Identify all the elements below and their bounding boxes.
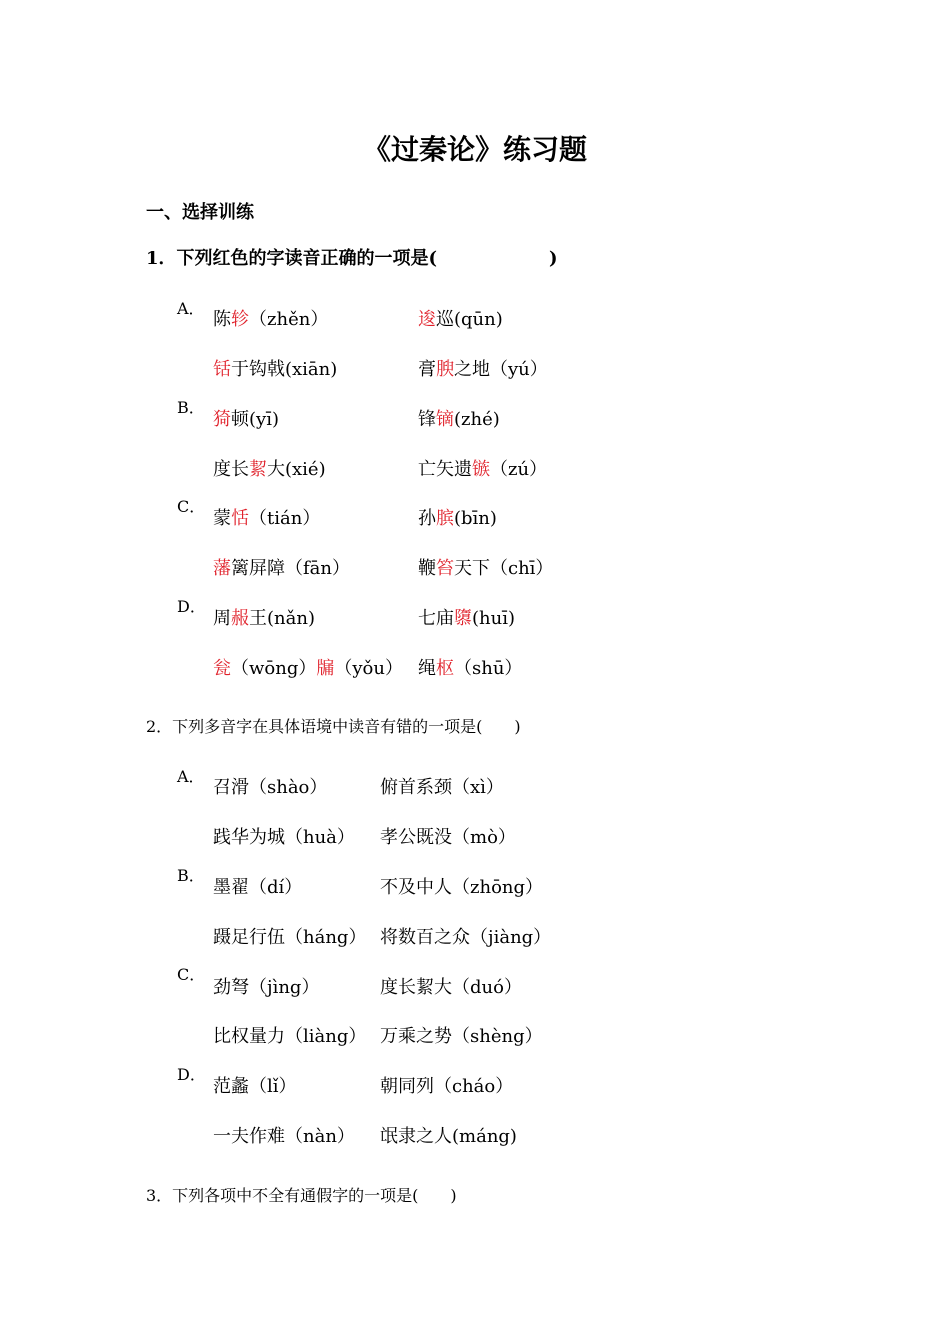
q1-item: 逡巡(qūn) [418,309,503,330]
q2-option-a-letter: A． [177,767,205,786]
q2-item: 墨翟（dí） [213,877,303,898]
q2-item: 践华为城（huà） [213,827,355,848]
q1-option-b-letter: B． [177,398,205,417]
page-title: 《过秦论》练习题 [362,133,587,166]
q2-item: 万乘之势（shèng） [380,1026,543,1047]
question-2-stem: 2．下列多音字在具体语境中读音有错的一项是( ) [146,717,521,736]
q2-item: 将数百之众（jiàng） [380,927,552,948]
q1-item: 蒙恬（tián） [213,508,321,529]
q2-item: 朝同列（cháo） [380,1076,514,1097]
q1-option-a-letter: A． [177,299,205,318]
question-3-stem: 3．下列各项中不全有通假字的一项是( ) [146,1186,457,1205]
q1-item: 猗顿(yī) [213,409,279,430]
q2-item: 度长絜大（duó） [380,977,522,998]
q2-option-d-letter: D． [177,1065,206,1084]
q1-item: 周赧王(nǎn) [213,608,315,629]
q1-item: 七庙隳(huī) [418,608,515,629]
q2-item: 范蠡（lǐ） [213,1076,297,1097]
q2-item: 召滑（shào） [213,777,328,798]
q2-item: 不及中人（zhōng） [380,877,544,898]
q1-item: 陈轸（zhěn） [213,309,329,330]
question-1-close: ) [549,248,558,269]
q2-item: 劲弩（jìng） [213,977,320,998]
q1-item: 铦于钩戟(xiān) [213,359,338,380]
q1-item: 锋镝(zhé) [418,409,500,430]
q1-item: 度长絜大(xié) [213,459,326,480]
q1-item: 瓮（wōng）牖（yǒu） [213,658,403,679]
q2-option-b-letter: B． [177,866,205,885]
q2-item: 蹑足行伍（háng） [213,927,367,948]
q1-item: 亡矢遗镞（zú） [418,459,548,480]
q2-item: 一夫作难（nàn） [213,1126,355,1147]
q1-item: 膏腴之地（yú） [418,359,548,380]
q1-item: 藩篱屏障（fān） [213,558,350,579]
q1-option-c-letter: C． [177,497,206,516]
question-1-stem [146,244,558,270]
q1-item: 绳枢（shū） [418,658,523,679]
q1-item: 孙膑(bīn) [418,508,497,529]
q2-item: 比权量力（liàng） [213,1026,367,1047]
q2-item: 氓隶之人(máng) [380,1126,517,1147]
q1-option-d-letter: D． [177,597,206,616]
q2-option-c-letter: C． [177,965,206,984]
q2-item: 俯首系颈（xì） [380,777,504,798]
q1-item: 鞭笞天下（chī） [418,558,554,579]
question-1-text: 1．下列红色的字读音正确的一项是( [146,248,438,269]
section-heading: 一、选择训练 [146,202,254,223]
q2-item: 孝公既没（mò） [380,827,516,848]
